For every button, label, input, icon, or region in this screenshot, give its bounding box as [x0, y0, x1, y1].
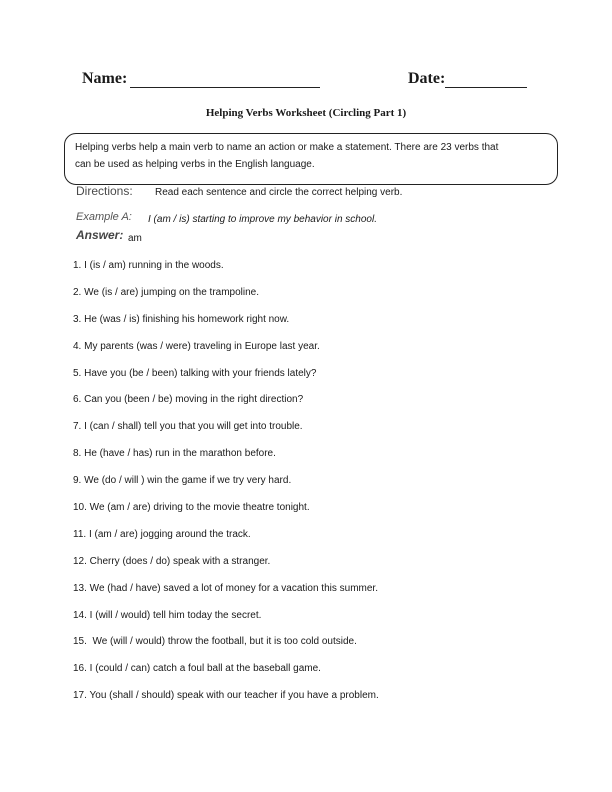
question-item: 3. He (was / is) finishing his homework right now. [73, 313, 290, 325]
question-item: 16. I (could / can) catch a foul ball at the baseball game. [73, 663, 321, 675]
answer-label: Answer: [76, 228, 124, 242]
question-list [73, 259, 379, 716]
question-item: 2. We (is / are) jumping on the trampoline. [73, 286, 260, 298]
question-item: 10. We (am / are) driving to the movie theatre tonight. [73, 502, 310, 514]
question-item: 7. I (can / shall) tell you that you will get into trouble. [73, 421, 303, 433]
question-item: 8. He (have / has) run in the marathon before. [73, 448, 276, 460]
intro-line-1: Helping verbs help a main verb to name an action or make a statement. There are 23 verbs that [75, 142, 499, 153]
example-sentence: I (am / is) starting to improve my behavior in school. [148, 214, 377, 225]
worksheet-title: Helping Verbs Worksheet (Circling Part 1) [205, 107, 407, 119]
name-blank-line[interactable] [130, 87, 320, 88]
directions-label: Directions: [76, 184, 133, 198]
name-label: Name: [82, 70, 128, 87]
answer-value: am [128, 233, 142, 244]
question-item: 15. We (will / would) throw the football, but it is too cold outside. [73, 636, 357, 648]
question-item: 6. Can you (been / be) moving in the right direction? [73, 394, 304, 406]
intro-line-2: can be used as helping verbs in the English language. [75, 159, 315, 170]
question-item: 5. Have you (be / been) talking with your friends lately? [73, 367, 317, 379]
question-item: 12. Cherry (does / do) speak with a stranger. [73, 555, 271, 567]
question-item: 13. We (had / have) saved a lot of money for a vacation this summer. [73, 582, 378, 594]
question-item: 4. My parents (was / were) traveling in Europe last year. [73, 340, 320, 352]
directions-text: Read each sentence and circle the correct helping verb. [155, 187, 403, 198]
date-label: Date: [408, 70, 446, 87]
question-item: 9. We (do / will ) win the game if we try very hard. [73, 475, 292, 487]
question-item: 11. I (am / are) jogging around the track. [73, 528, 251, 540]
intro-box [64, 133, 558, 185]
question-item: 14. I (will / would) tell him today the secret. [73, 609, 262, 621]
question-item: 17. You (shall / should) speak with our teacher if you have a problem. [73, 690, 379, 702]
question-item: 1. I (is / am) running in the woods. [73, 260, 224, 271]
date-blank-line[interactable] [445, 87, 527, 88]
example-label: Example A: [76, 211, 132, 223]
